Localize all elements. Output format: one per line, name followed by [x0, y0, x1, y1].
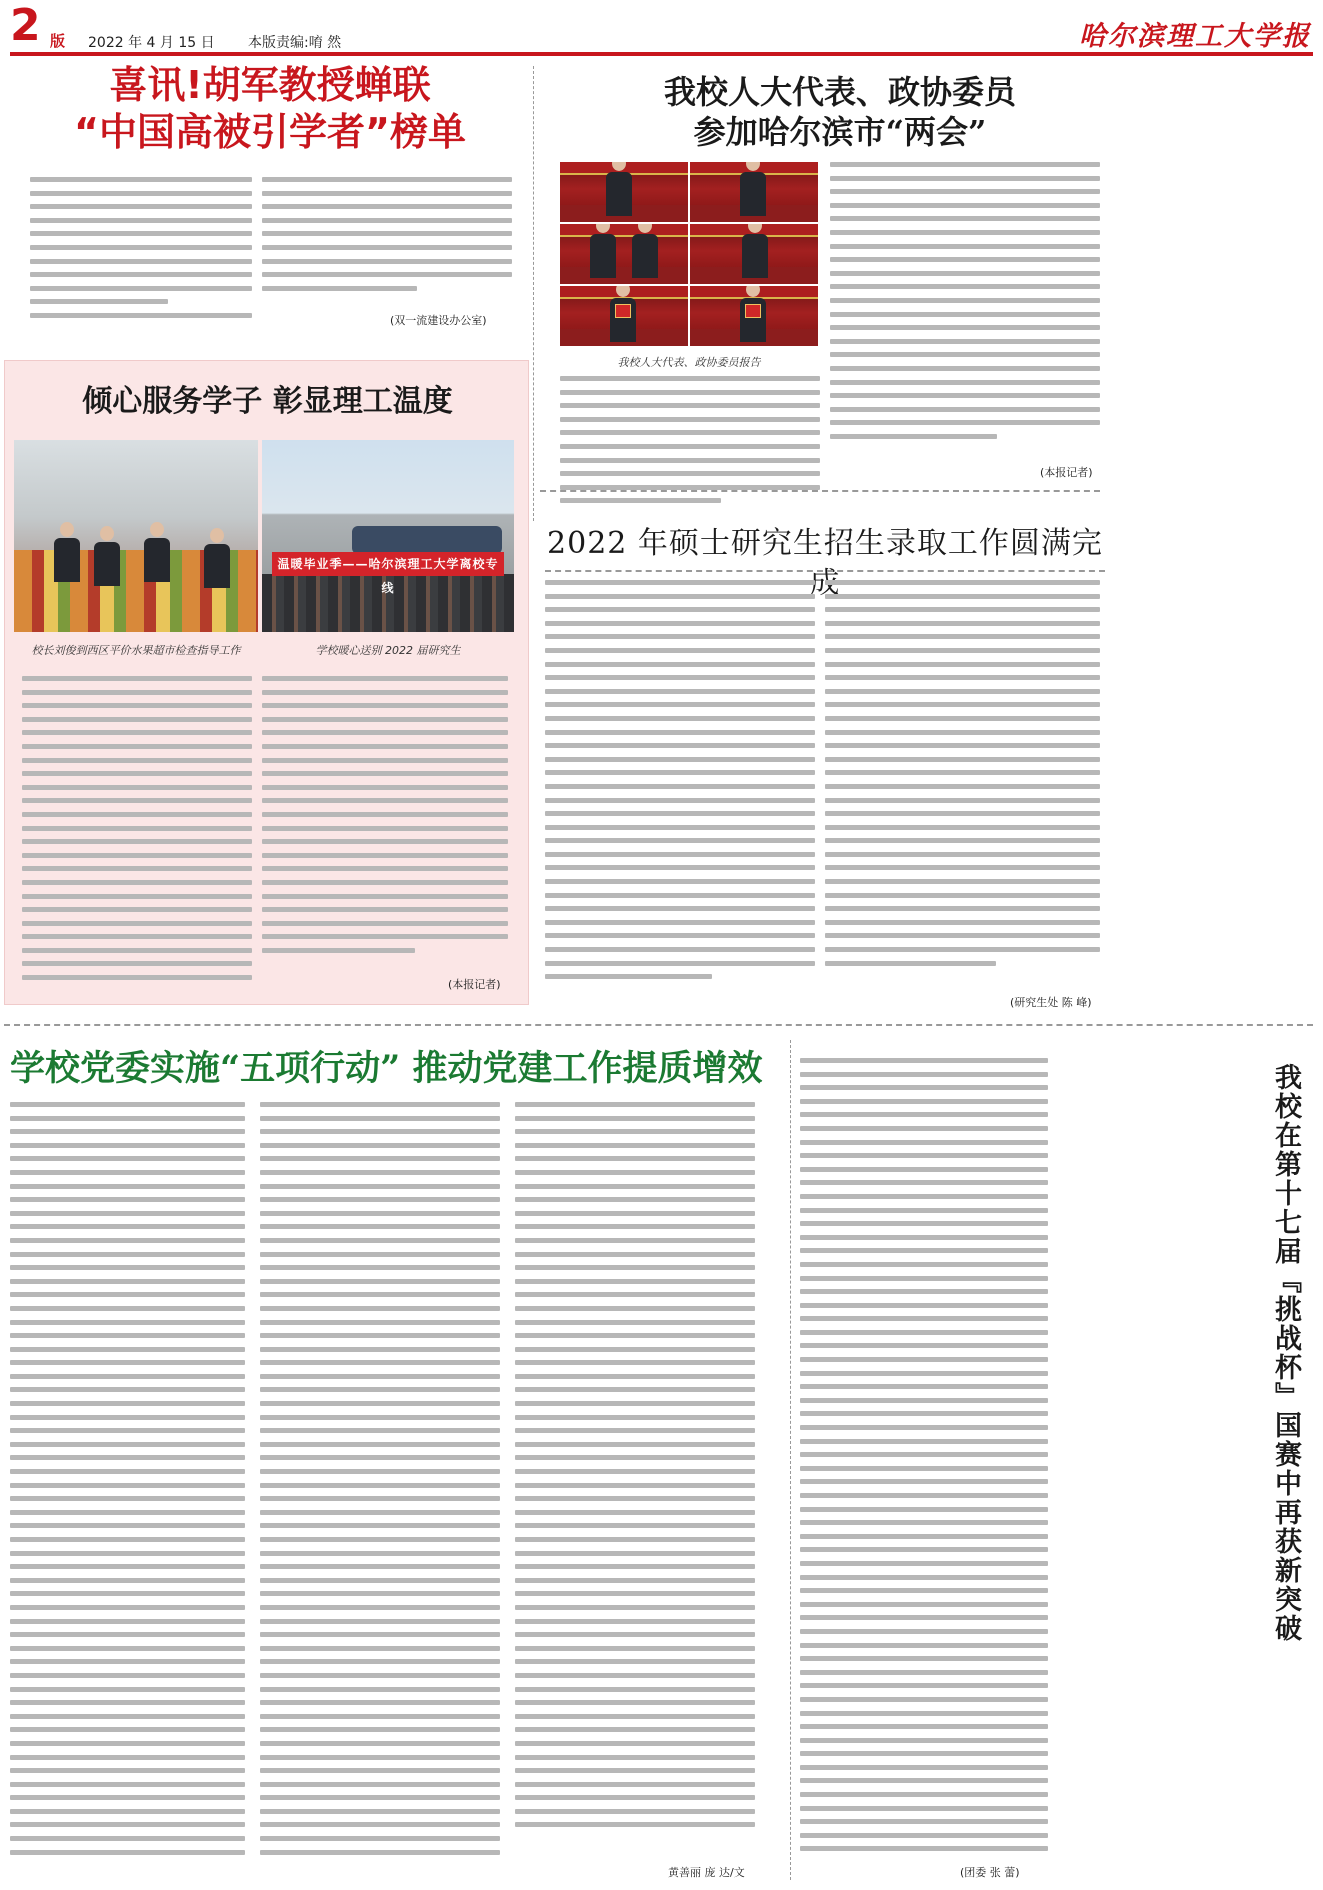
photo-caption: 我校人大代表、政协委员报告 [617, 356, 761, 369]
byline: (研究生处 陈 峰) [1010, 996, 1092, 1009]
section-divider [4, 1024, 1313, 1026]
article-body-column [260, 1102, 500, 1878]
headline-graduate-admissions: 2022 年硕士研究生招生录取工作圆满完 [547, 526, 1103, 561]
photo-graduate-send-off [262, 440, 514, 632]
photo-caption-left: 校长刘俊到西区平价水果超市检查指导工作 [31, 644, 241, 657]
edition-suffix: 版 [50, 32, 66, 50]
photo-ceremony-2 [690, 162, 818, 222]
headline-line-1: 我校人大代表、政协委员 [663, 73, 1016, 111]
masthead [10, 0, 1313, 52]
byline: (本报记者) [1040, 466, 1093, 479]
headline-feature: 倾心服务学子 彰显理工温度 [82, 384, 453, 419]
photo-ceremony-4 [690, 224, 818, 284]
headline-line-2: 参加哈尔滨市“两会” [693, 113, 987, 151]
headline-two-sessions [560, 72, 1120, 152]
newspaper-name: 哈尔滨理工大学报 [1079, 21, 1311, 52]
headline-line-1: 喜讯!胡军教授蝉联 [109, 63, 431, 107]
column-divider [533, 66, 534, 521]
headline-challenge-cup: 我校在第十七届『挑战杯』国赛中再获新突破 [1270, 1063, 1301, 1643]
page-editor: 本版责编:唷 然 [248, 35, 342, 51]
article-body-column [515, 1102, 755, 1854]
byline: (双一流建设办公室) [390, 314, 487, 327]
article-body-column [545, 580, 815, 1000]
photo-caption-right: 学校暖心送别 2022 届研究生 [315, 644, 461, 657]
send-off-banner: 温暖毕业季——哈尔滨理工大学离校专线 [272, 552, 504, 576]
article-body-column [262, 177, 512, 302]
photo-ceremony-5 [560, 286, 688, 346]
photo-ceremony-3 [560, 224, 688, 284]
article-body-column [262, 676, 508, 968]
byline: 黄善丽 庞 达/文 [668, 1866, 745, 1879]
article-body-column [30, 177, 252, 327]
article-body-column [10, 1102, 245, 1878]
headline-party-building: 学校党委实施“五项行动” 推动党建工作提质增效 [10, 1048, 763, 1089]
photo-ceremony-1 [560, 162, 688, 222]
publication-date: 2022 年 4 月 15 日 [88, 35, 215, 51]
article-body-column [560, 376, 820, 516]
photo-fruit-market [14, 440, 258, 632]
edition-number: 2 [10, 0, 41, 51]
headline-line-2: “中国高被引学者”榜单 [74, 110, 466, 154]
headline-rule [545, 570, 1105, 572]
article-body-column [825, 580, 1100, 985]
photo-ceremony-6 [690, 286, 818, 346]
article-body-column [22, 676, 252, 994]
article-body-column [800, 1058, 1048, 1868]
column-divider [790, 1040, 791, 1880]
headline-hu-jun [20, 62, 520, 156]
byline: (团委 张 蕾) [960, 1866, 1020, 1879]
article-body-column [830, 162, 1100, 457]
section-divider [540, 490, 1100, 492]
masthead-rule [10, 52, 1313, 56]
byline: (本报记者) [448, 978, 501, 991]
